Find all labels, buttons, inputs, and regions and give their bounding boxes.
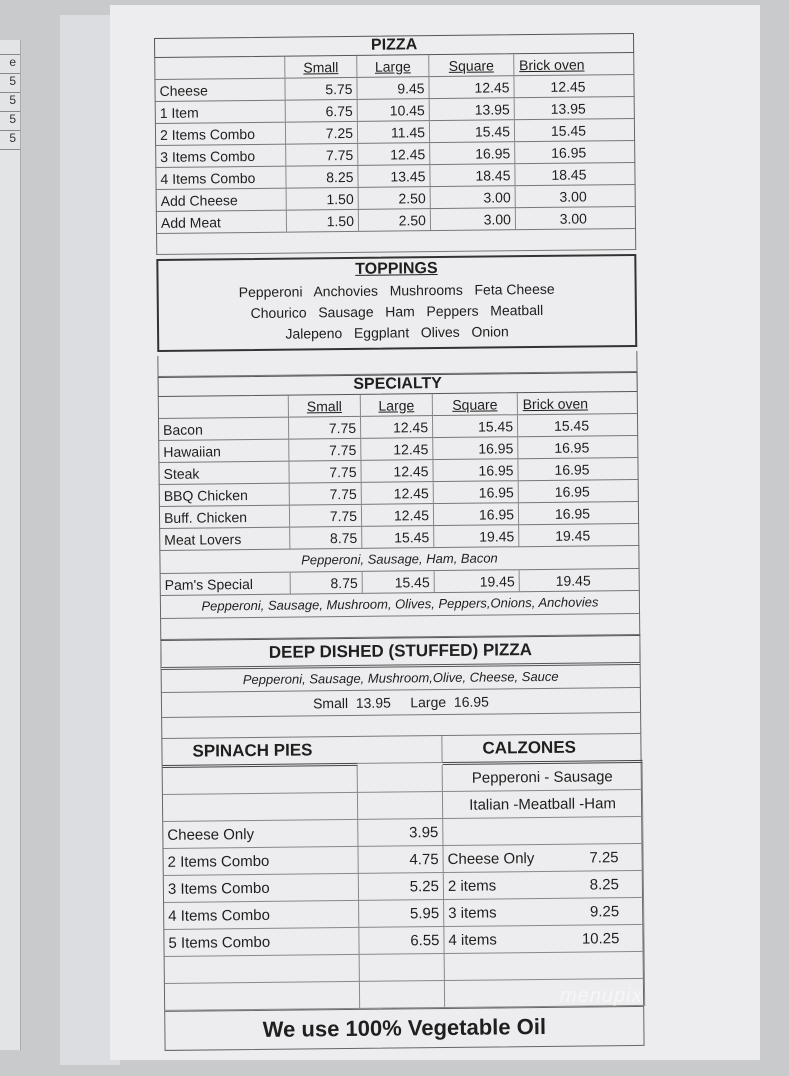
- header-large: Large: [361, 394, 433, 416]
- price-brick-oven: 16.95: [554, 504, 591, 522]
- price-small: 5.75: [285, 78, 357, 100]
- price-small: 6.75: [286, 100, 358, 122]
- calzone-row: [443, 844, 643, 873]
- header-square: Square: [433, 393, 518, 415]
- spinach-item-name: 2 Items Combo: [163, 847, 358, 876]
- deep-dish-title: DEEP DISHED (STUFFED) PIZZA: [160, 635, 640, 670]
- price-brick-oven: 18.45: [551, 165, 587, 183]
- price-large: 12.45: [362, 482, 434, 504]
- calzone-row: [444, 871, 644, 900]
- price-brick-oven: 3.00: [559, 187, 587, 205]
- item-name: Buff. Chicken: [160, 506, 290, 528]
- spinach-price: 5.95: [359, 900, 444, 928]
- price-square: 3.00: [431, 208, 516, 230]
- item-name: 4 Items Combo: [156, 167, 286, 189]
- pizza-title: PIZZA: [154, 33, 634, 58]
- spinach-price: 6.55: [359, 927, 444, 955]
- left-page-text: 5: [0, 112, 20, 131]
- price-square: 19.45: [435, 570, 520, 592]
- watermark: menupix: [560, 985, 643, 1007]
- footer-note: We use 100% Vegetable Oil: [164, 1006, 644, 1051]
- item-name: Pam's Special: [161, 573, 291, 595]
- price-square: 18.45: [430, 164, 515, 186]
- blank-cell: [443, 817, 643, 846]
- spinach-calzone-grid: [161, 734, 642, 822]
- spinach-item-name: 5 Items Combo: [164, 928, 359, 957]
- price-brick-oven: 3.00: [559, 209, 587, 227]
- price-large: 2.50: [359, 187, 431, 209]
- price-square: 19.45: [434, 525, 519, 547]
- pams-special-note: Pepperoni, Sausage, Mushroom, Olives, Peppers,Onions, Anchovies: [160, 591, 640, 619]
- price-square: 12.45: [429, 76, 514, 98]
- meat-lovers-note: Pepperoni, Sausage, Ham, Bacon: [159, 546, 639, 574]
- left-page-text: 5: [0, 93, 20, 112]
- price-brick-oven: 16.95: [554, 482, 590, 500]
- price-brick-oven: 16.95: [554, 460, 590, 478]
- price-large: 2.50: [359, 209, 431, 231]
- price-large: 12.45: [361, 460, 433, 482]
- header-square: Square: [429, 54, 514, 76]
- price-large: 12.45: [361, 416, 433, 438]
- header-blank: [155, 57, 285, 79]
- spinach-price: 4.75: [358, 846, 443, 874]
- price-square: 15.45: [430, 120, 515, 142]
- blank-cell: [358, 765, 443, 793]
- calzone-item-name: 2 items: [447, 876, 497, 895]
- spinach-price: 3.95: [358, 819, 443, 847]
- specialty-rows: [158, 414, 639, 551]
- price-small: 7.75: [290, 505, 362, 527]
- price-square: 16.95: [434, 481, 519, 503]
- price-square: 16.95: [434, 503, 519, 525]
- price-brick-oven: 16.95: [551, 143, 587, 161]
- menu-sheet: [154, 33, 645, 1051]
- price-square: 13.95: [430, 98, 515, 120]
- price-small: 1.50: [287, 210, 359, 232]
- price-large: 15.45: [363, 571, 435, 593]
- price-large: 10.45: [358, 99, 430, 121]
- blank-cell: [163, 793, 358, 822]
- price-small: 7.75: [286, 144, 358, 166]
- calzone-price: 7.25: [589, 848, 619, 866]
- price-small: 7.75: [290, 483, 362, 505]
- spinach-item-name: 4 Items Combo: [164, 901, 359, 930]
- price-square: 16.95: [433, 437, 518, 459]
- price-large: 13.45: [358, 165, 430, 187]
- item-name: Steak: [159, 462, 289, 484]
- price-large: 15.45: [362, 526, 434, 548]
- toppings-box: [156, 254, 637, 352]
- header-large: Large: [357, 55, 429, 77]
- item-name: 2 Items Combo: [156, 123, 286, 145]
- calzone-item-name: 4 items: [448, 930, 497, 949]
- header-brick-oven: Brick oven: [522, 394, 589, 412]
- calzone-item-name: Cheese Only: [447, 849, 535, 868]
- price-brick-oven: 16.95: [554, 438, 590, 456]
- calzones-title: CALZONES: [442, 734, 642, 765]
- price-square: 3.00: [431, 186, 516, 208]
- price-small: 7.75: [289, 461, 361, 483]
- toppings-line: Chourico Sausage Ham Peppers Meatball: [250, 301, 544, 322]
- price-small: 8.25: [286, 166, 358, 188]
- header-brick-oven: Brick oven: [519, 55, 585, 73]
- deep-dish-prices: Small 13.95 Large 16.95: [161, 688, 641, 718]
- price-small: 8.75: [290, 527, 362, 549]
- pizza-rows: [154, 75, 636, 234]
- spinach-price: 5.25: [359, 873, 444, 901]
- price-small: 7.75: [289, 439, 361, 461]
- calzone-row: [444, 898, 644, 927]
- price-brick-oven: 15.45: [553, 416, 590, 434]
- item-name: Add Cheese: [157, 189, 287, 211]
- blank-cell: [163, 766, 358, 795]
- price-large: 12.45: [362, 504, 434, 526]
- price-square: 15.45: [433, 415, 518, 437]
- price-brick-oven: 13.95: [550, 99, 586, 117]
- adjacent-menu-page: [0, 40, 21, 1050]
- price-large: 9.45: [357, 77, 429, 99]
- blank-cell: [357, 736, 442, 764]
- blank-cell: [358, 792, 443, 820]
- calzone-item-name: 3 items: [448, 903, 497, 922]
- specialty-title: SPECIALTY: [158, 372, 638, 397]
- header-small: Small: [289, 395, 361, 417]
- deep-dish-ingredients: Pepperoni, Sausage, Mushroom,Olive, Cheese, Sauce: [161, 665, 641, 693]
- spinach-item-name: Cheese Only: [163, 820, 358, 849]
- blank-cell: [445, 952, 645, 981]
- spinach-calzone-rows: [162, 817, 644, 1011]
- header-blank: [159, 396, 289, 418]
- calzone-desc: Pepperoni - Sausage: [443, 763, 643, 792]
- item-name: Add Meat: [157, 211, 287, 233]
- price-square: 16.95: [430, 142, 515, 164]
- item-name: Meat Lovers: [160, 528, 290, 550]
- item-name: BBQ Chicken: [160, 484, 290, 506]
- spinach-item-name: 3 Items Combo: [164, 874, 359, 903]
- item-name: Cheese: [155, 79, 285, 101]
- calzone-desc: Italian -Meatball -Ham: [443, 790, 643, 819]
- calzone-price: 8.25: [589, 875, 619, 893]
- left-page-text: e: [0, 55, 20, 74]
- blank-cell: [360, 981, 445, 1009]
- price-large: 12.45: [358, 143, 430, 165]
- blank-cell: [165, 955, 360, 984]
- calzone-price: 10.25: [581, 929, 620, 948]
- price-brick-oven: 15.45: [550, 121, 587, 139]
- price-square: 16.95: [433, 459, 518, 481]
- price-large: 12.45: [361, 438, 433, 460]
- header-small: Small: [285, 56, 357, 78]
- spacer-row: [156, 229, 636, 255]
- spinach-pies-title: SPINACH PIES: [162, 737, 357, 768]
- left-page-text: 5: [0, 131, 20, 150]
- item-name: 3 Items Combo: [156, 145, 286, 167]
- price-small: 8.75: [291, 572, 363, 594]
- price-small: 1.50: [287, 188, 359, 210]
- toppings-line: Pepperoni Anchovies Mushrooms Feta Cheese: [238, 280, 555, 301]
- blank-cell: [165, 982, 360, 1011]
- blank-cell: [360, 954, 445, 982]
- price-brick-oven: 19.45: [555, 526, 591, 544]
- item-name: Hawaiian: [159, 440, 289, 462]
- item-name: Bacon: [159, 418, 289, 440]
- price-large: 11.45: [358, 121, 430, 143]
- item-name: 1 Item: [156, 101, 286, 123]
- price-small: 7.25: [286, 122, 358, 144]
- left-page-text: 5: [0, 74, 20, 93]
- toppings-title: TOPPINGS: [355, 260, 438, 278]
- toppings-line: Jalepeno Eggplant Olives Onion: [285, 323, 509, 342]
- calzone-row: [444, 925, 644, 954]
- price-brick-oven: 12.45: [550, 77, 586, 95]
- calzone-price: 9.25: [589, 902, 620, 920]
- price-small: 7.75: [289, 417, 361, 439]
- price-brick-oven: 19.45: [555, 571, 591, 589]
